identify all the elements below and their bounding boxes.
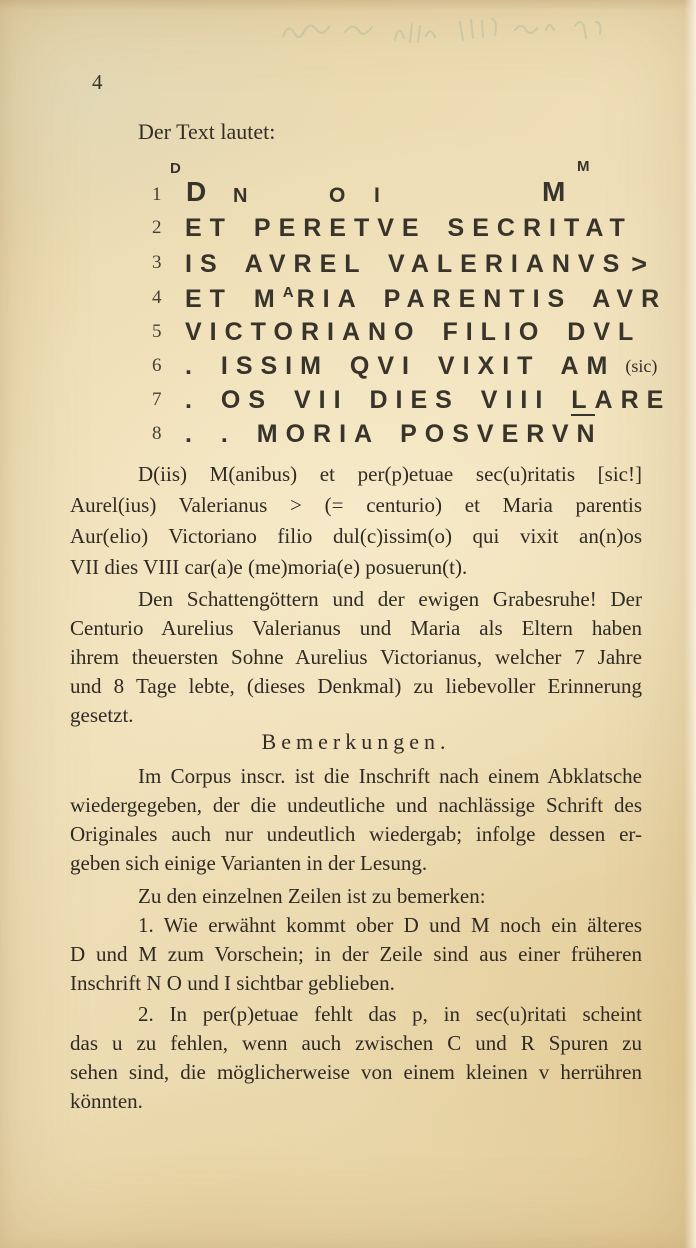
inscription-letter-m: M — [542, 176, 566, 207]
inscription-line-8: . . MORIA POSVERVN — [185, 420, 603, 448]
handwritten-annotation — [275, 2, 645, 54]
text-line: Originales auch nur undeutlich wiedergab; infolge dessen er- — [70, 822, 642, 846]
inscription-text: . ISSIM QVI VIXIT AM — [185, 352, 616, 380]
underlined-letter-l: L — [571, 386, 595, 414]
sic-note: (sic) — [625, 356, 658, 376]
remarks-intro-line — [70, 882, 642, 911]
text-line: Aur(elio) Victoriano filio dul(c)issim(o) qui vixit an(n)os — [70, 524, 642, 548]
text-line: Centurio Aurelius Valerianus und Maria als Eltern haben — [70, 616, 642, 640]
text-line: 1. Wie erwähnt kommt ober D und M noch ein älteres — [138, 913, 642, 937]
page-right-edge — [684, 0, 696, 1248]
inscription-text: . OS VII DIES VIII — [185, 386, 551, 414]
remarks-paragraph-1 — [70, 762, 642, 878]
inscription-text: RIA PARENTIS AVR — [296, 285, 668, 313]
line-number: 4 — [152, 287, 162, 308]
remark-note-2 — [70, 1000, 642, 1116]
inscription-superscript-m: M — [577, 158, 590, 175]
text-line: D und M zum Vorschein; in der Zeile sind aus einer früheren — [70, 942, 642, 966]
inscription-letter-o: O — [329, 184, 346, 207]
inscription-line-7 — [185, 386, 671, 415]
german-translation — [70, 585, 642, 730]
text-line: wiedergegeben, der die undeutliche und nachlässige Schrift des — [70, 793, 642, 817]
line-number: 5 — [152, 321, 162, 342]
line-number: 6 — [152, 355, 162, 376]
text-line: Im Corpus inscr. ist die Inschrift nach einem Abklatsche — [138, 764, 642, 788]
inscription-text: ET M — [185, 285, 283, 313]
inscription-superscript-d: D — [170, 160, 181, 177]
text-line: 2. In per(p)etuae fehlt das p, in sec(u)ritati scheint — [138, 1002, 642, 1026]
line-number: 7 — [152, 389, 162, 410]
line-number: 3 — [152, 252, 162, 273]
text-line: D(iis) M(anibus) et per(p)etuae sec(u)ritatis [sic!] — [138, 462, 642, 486]
text-line: Aurel(ius) Valerianus > (= centurio) et Maria parentis — [70, 493, 642, 517]
inscription-text: IS AVREL VALERIANVS — [185, 250, 628, 278]
page-number: 4 — [92, 70, 103, 94]
inscription-line-3 — [185, 249, 655, 280]
intro-line: Der Text lautet: — [138, 119, 276, 144]
inscription-line-2: ET PERETVE SECRITAT — [185, 214, 633, 242]
inscription-line-5: VICTORIANO FILIO DVL — [185, 318, 642, 346]
remark-note-1 — [70, 911, 642, 998]
latin-expansion — [70, 459, 642, 583]
line-number: 1 — [152, 184, 162, 205]
inscription-letter-i: I — [374, 184, 380, 207]
inscription-letter-n: N — [233, 185, 248, 207]
text-line: geben sich einige Varianten in der Lesung. — [70, 851, 428, 875]
remarks-heading: Bemerkungen. — [261, 729, 451, 754]
inscription-superscript-a: A — [282, 284, 297, 301]
text-line: Zu den einzelnen Zeilen ist zu bemerken: — [138, 884, 486, 908]
text-line: könnten. — [70, 1089, 143, 1113]
line-number: 2 — [152, 217, 162, 238]
text-line: VII dies VIII car(a)e (me)moria(e) posuerun(t). — [70, 555, 468, 579]
text-line: das u zu fehlen, wenn auch zwischen C und R Spuren zu — [70, 1031, 642, 1055]
text-line: ihrem theuersten Sohne Aurelius Victorianus, welcher 7 Jahre — [70, 645, 642, 669]
inscription-text: ARE — [594, 386, 672, 414]
text-line: gesetzt. — [70, 703, 134, 727]
inscription-letter-d: D — [186, 176, 207, 207]
text-line: Inschrift N O und I sichtbar geblieben. — [70, 971, 395, 995]
inscription-line-6 — [185, 352, 657, 381]
line-number: 8 — [152, 423, 162, 444]
text-line: Den Schattengöttern und der ewigen Grabesruhe! Der — [138, 587, 642, 611]
centurio-symbol: > — [631, 249, 656, 279]
text-line: und 8 Tage lebte, (dieses Denkmal) zu liebevoller Erinnerung — [70, 674, 642, 698]
inscription-line-4 — [185, 284, 667, 314]
text-line: sehen sind, die möglicherweise von einem kleinen v herrühren — [70, 1060, 642, 1084]
